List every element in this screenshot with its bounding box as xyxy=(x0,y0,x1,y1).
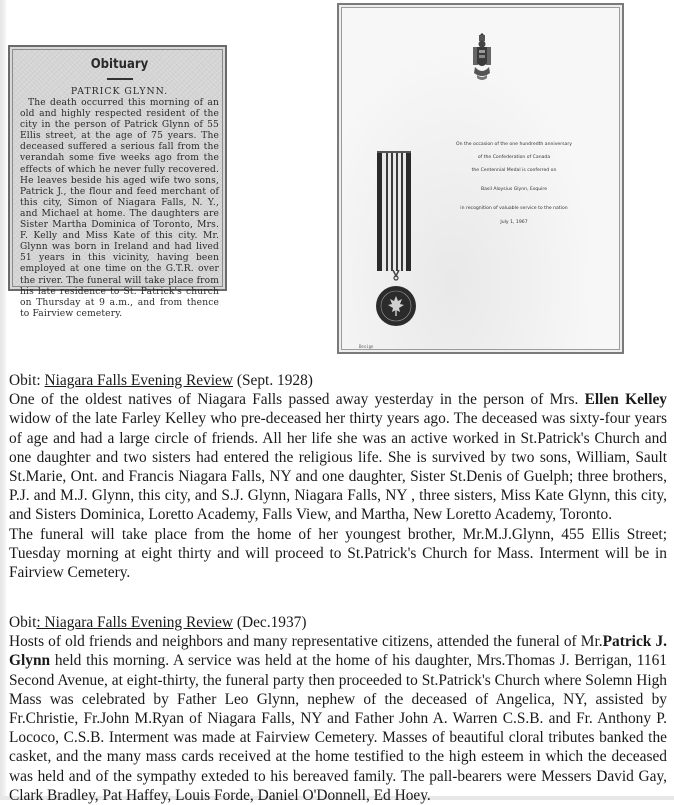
newspaper-clipping xyxy=(8,45,227,319)
obituary-heading xyxy=(9,613,667,632)
paragraph-text: held this morning. A service was held at the home of his daughter, Mrs.Thomas J. Berrigan, 1161 Second Avenue, at eight-thirty, the funeral party then proceeded to St.Patrick's Church where Solemn High Mass was celebrated by Father Leo Glynn, nephew of the deceased of Angelica, NY, assisted by Fr.Christie, Fr.John M.Ryan of Niagara Falls, NY and Father John A. Warren C.S.B. and Fr. Anthony P. Lococo, C.S.B. Interment was made at Fairview Cemetery. Masses of beautiful cloral tributes banked the casket, and the many mass cards received at the home testified to the high esteem in which the deceased was held and of the sympathy exteded to his bereaved family. The pall-bearers were Messers David Gay, Clark Bradley, Pat Haffey, Louis Forde, Daniel O'Donnell, Ed Hoey. xyxy=(9,652,667,804)
funeral-paragraph: The funeral will take place from the home of her youngest brother, Mr.M.J.Glynn, 455 Ellis Street; Tuesday morning at eight thirty and will proceed to St.Patrick's Church for Mass. Interment will be in Fairview Cemetery. xyxy=(9,525,667,582)
clipping-rule xyxy=(107,78,133,80)
clipping-heading: Obituary xyxy=(90,57,149,72)
certificate-line: of the Confederation of Canada xyxy=(477,155,551,161)
page-edge xyxy=(0,0,6,800)
obituary-paragraph xyxy=(9,632,667,805)
deceased-name: Ellen Kelley xyxy=(584,391,667,409)
certificate-recipient: Basil Aloysius Glynn, Esquire xyxy=(480,187,548,193)
deceased-name: Patrick J. Glynn xyxy=(9,633,667,670)
centennial-medal-certificate xyxy=(337,3,624,354)
coat-of-arms-icon xyxy=(469,33,495,83)
obituary-patrick-j-glynn xyxy=(9,613,667,805)
clipping-body: The death occurred this morning of an old and highly respected resident of the city in the person of Patrick Glynn of 55 Ellis street, at the age of 75 years. The deceased suffered a serious fall from the verandah some five weeks ago from the effects of which he never fully recovered. He leaves beside his aged wife two sons, Patrick J., the flour and feed merchant of this city, Simon of Niagara Falls, N. Y., and Michael at home. The daughters are Sister Martha Dominica of Toronto, Mrs. F. Kelly and Miss Kate of this city. Mr. Glynn was born in Ireland and had lived 51 years in this vicinity, having been employed at one time on the G.T.R. over the river. The funeral will take place from his late residence to St. Patrick's church on Thursday at 9 a.m., and from thence to Fairview cemetery. xyxy=(20,98,219,319)
obit-prefix: Obit xyxy=(9,614,37,631)
obit-date: (Sept. 1928) xyxy=(232,372,313,389)
clipping-name: PATRICK GLYNN. xyxy=(70,86,169,97)
certificate-line: On the occasion of the one hundredth anniversary xyxy=(456,142,572,147)
certificate-text xyxy=(409,142,619,233)
newspaper-source: : Niagara Falls Evening Review xyxy=(36,614,233,631)
medal-caption: Design xyxy=(359,344,374,349)
paragraph-text: One of the oldest natives of Niagara Falls passed away yesterday in the person of Mrs. xyxy=(9,391,585,409)
obituary-paragraph xyxy=(9,390,667,524)
paragraph-text: Hosts of old friends and neighbors and many representative citizens, attended the funeral of Mr. xyxy=(9,633,603,651)
newspaper-source: Niagara Falls Evening Review xyxy=(44,372,233,389)
centennial-medal-icon xyxy=(375,270,417,336)
certificate-line: in recognition of valuable service to the nation xyxy=(460,206,568,212)
obituary-heading xyxy=(9,371,667,390)
obit-prefix: Obit: xyxy=(9,372,45,389)
medal-ribbon xyxy=(377,151,411,271)
paragraph-text: widow of the late Farley Kelley who pre-deceased her thirty years ago. The deceased was sixty-four years of age and had a large circle of friends. All her life she was an active worked in St.Patrick's Church and one daughter and two sisters had entered the religious life. She is survived by two sons, William, Sault St.Marie, Ont. and Francis Niagara Falls, NY and one daughter, Sister St.Denis of Guelph; three brothers, P.J. and M.J. Glynn, this city, and S.J. Glynn, Niagara Falls, NY , three sisters, Miss Kate Glynn, this city, and Sisters Dominica, Loretto Academy, Falls View, and Martha, New Loretto Academy, Toronto. xyxy=(9,410,667,524)
obit-date: (Dec.1937) xyxy=(232,614,307,631)
obituary-ellen-kelley xyxy=(9,371,667,582)
certificate-line: the Centennial Medal is conferred on xyxy=(471,168,557,174)
certificate-date: July 1, 1967 xyxy=(500,219,528,225)
